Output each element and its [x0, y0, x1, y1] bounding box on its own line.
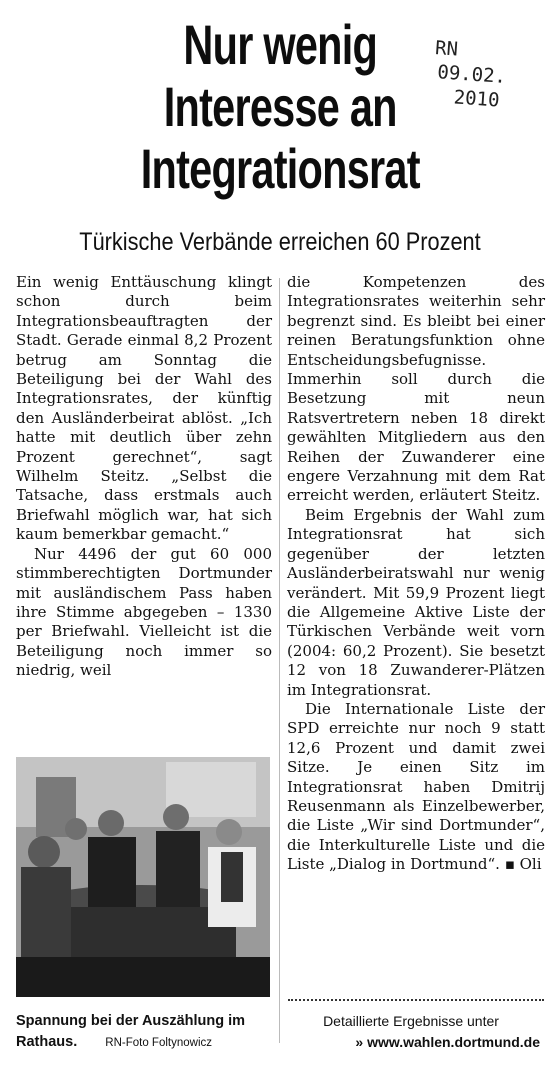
headline-line: Interesse an [163, 75, 397, 138]
handwritten-year: 2010 [452, 86, 501, 112]
right-column [287, 273, 545, 875]
headline-line: Integrationsrat [140, 137, 420, 200]
photo-credit: RN-Foto Foltynowicz [105, 1037, 212, 1049]
photo-caption [16, 1011, 276, 1054]
news-photo [16, 757, 270, 997]
paragraph: Beim Ergebnis der Wahl zum Integrationsrat hat sich gegenüber der letzten Ausländerbeiratswahl nur wenig verändert. Mit 59,9 Prozent liegt die Allgemeine Aktive Liste der Türkischen Verbände weit vorn (2004: 60,2 Prozent). Sie besetzt 12 von 18 Zuwanderer-Plätzen im Integrationsrat. [287, 505, 545, 699]
left-column [16, 273, 272, 681]
paragraph: Die Internationale Liste der SPD erreichte nur noch 9 statt 12,6 Prozent und damit zwei Sitze. Je einen Sitz im Integrationsrat haben Dmitrij Reusenmann als Einzelbewerber, die Liste „Wir sind Dortmunder“, die Interkulturelle Liste und die Liste „Dialog in Dortmund“. ▪ Oli [287, 699, 545, 874]
subheadline: Türkische Verbände erreichen 60 Prozent [79, 228, 481, 256]
column-divider [279, 278, 280, 1043]
paragraph: die Kompetenzen des Integrationsrates weiterhin sehr begrenzt sind. Es bleibt bei einer reinen Beratungsfunktion ohne Entscheidungsbefugnisse. Immerhin soll durch die Besetzung mit neun Ratsvertretern neben 18 direkt gewählten Mitgliedern aus den Reihen der Zuwanderer eine engere Verzahnung mit dem Rat erreicht werden, erläutert Steitz. [287, 273, 545, 505]
results-url: » www.wahlen.dortmund.de [355, 1034, 540, 1050]
headline-line: Nur wenig [183, 13, 378, 76]
news-photo-illustration [16, 757, 270, 997]
results-reference-text: Detaillierte Ergebnisse unter [323, 1013, 499, 1029]
paragraph: Ein wenig Enttäuschung klingt schon durch beim Integrationsbeauftragten der Stadt. Gerade einmal 8,2 Prozent betrug am Sonntag die Beteiligung bei der Wahl des Integrationsrates, der künftig den Ausländerbeirat ablöst. „Ich hatte mit deutlich über zehn Prozent gerechnet“, sagt Wilhelm Steitz. „Selbst die Tatsache, dass erstmals auch Briefwahl möglich war, hat sich kaum bemerkbar gemacht.“ [16, 273, 272, 544]
results-reference [290, 1011, 540, 1053]
headline [73, 14, 487, 200]
handwritten-note [431, 36, 546, 115]
handwritten-source: RN [434, 36, 459, 61]
paragraph: Nur 4496 der gut 60 000 stimmberechtigten Dortmunder mit ausländischem Pass haben ihre Stimme abgegeben – 1330 per Briefwahl. Vielleicht ist die Beteiligung noch immer so niedrig, weil [16, 544, 272, 680]
caption-text: Spannung bei der Auszählung im Rathaus. [16, 1013, 246, 1050]
handwritten-date: 09.02. [436, 61, 507, 88]
dotted-divider [288, 999, 544, 1001]
